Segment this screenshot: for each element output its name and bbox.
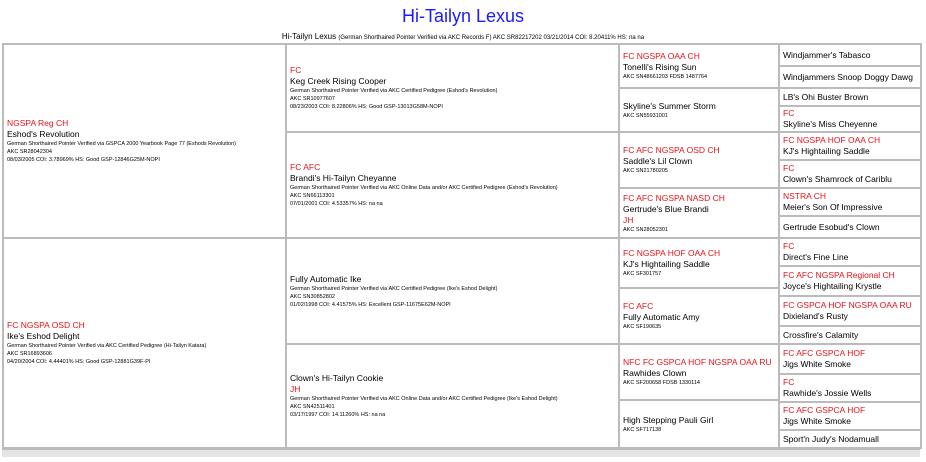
gen4-title: FC [783,377,795,387]
gen3-title: FC AFC NGSPA NASD CH [623,192,725,203]
gen4-cell [779,132,921,160]
dam-verified: German Shorthaired Pointer Verified via AKC Certified Pedigree (Hi-Tailyn Katara) [7,343,207,349]
sire-cell [3,44,286,238]
gen4-cell [779,402,921,430]
gen2-reg: AKC SR10977607 [290,96,335,102]
sire-info: 08/03/2005 COI: 3.78969% HS: Good GSP-12846G25M-NOPI [7,157,160,163]
gen3-title: FC NGSPA HOF OAA CH [623,248,721,258]
gen2-cell [286,344,619,448]
gen2-info: 03/17/1997 COI: 14.11260% HS: na na [290,412,386,418]
subtitle-detail: (German Shorthaired Pointer Verified via AKC Records F) AKC SR82217202 03/21/2014 COI: 8.20411% HS: na na [338,35,645,41]
gen4-title: NSTRA CH [783,191,826,201]
gen4-name-link[interactable]: Dixieland's Rusty [783,311,848,321]
gen2-cell [286,44,619,132]
gen2-info: 07/01/2001 COI: 4.53357% HS: na na [290,201,383,207]
gen4-cell [779,238,921,266]
gen2-verified: German Shorthaired Pointer Verified via AKC Online Data and/or AKC Certified Pedigree (Ike's Eshod Delight) [290,396,558,402]
gen2-name-link[interactable]: Fully Automatic Ike [290,273,362,284]
gen3-cell [619,188,779,238]
gen3-reg: AKC SN55931001 [623,112,668,119]
dam-title: FC NGSPA OSD CH [7,320,85,330]
gen4-cell [779,66,921,88]
gen4-cell [779,326,921,344]
gen2-title: FC [290,65,302,75]
gen2-info: 01/02/1998 COI: 4.41575% HS: Excellent GSP-11675E62M-NOPI [290,301,451,308]
gen4-title: FC [783,108,795,118]
gen3-reg: AKC SN48661203 FDSB 1487764 [623,74,708,80]
gen2-cell [286,132,619,238]
gen4-cell [779,188,921,216]
gen3-cell [619,344,779,400]
gen3-cell [619,238,779,288]
gen3-reg: AKC SF190635 [623,324,662,330]
gen3-cell [619,44,779,88]
gen2-name-link[interactable]: Keg Creek Rising Cooper [290,76,387,86]
gen4-cell [779,106,921,132]
gen4-title: FC [783,163,795,173]
gen2-reg: AKC SN66113301 [290,193,335,199]
gen4-title: FC [783,241,795,251]
gen4-title: FC NGSPA HOF OAA CH [783,135,881,145]
gen4-name-link[interactable]: LB's Ohi Buster Brown [783,91,869,102]
gen3-title2: JH [623,214,634,225]
gen4-cell [779,374,921,402]
gen3-name-link[interactable]: Saddle's Lil Clown [623,156,693,166]
gen3-title: FC AFC [623,301,654,311]
dam-reg: AKC SR16893606 [7,351,52,357]
gen2-info: 08/23/2003 COI: 8.22806% HS: Good GSP-13013G58M-NOPI [290,104,443,110]
pedigree-table [2,43,922,449]
gen3-name-link[interactable]: Gertrude's Blue Brandi [623,203,709,214]
gen4-cell [779,344,921,374]
gen4-name-link[interactable]: Joyce's Hightailing Krystle [783,281,882,291]
gen4-cell [779,88,921,106]
gen4-cell [779,266,921,296]
gen2-reg: AKC SN30852802 [290,293,335,300]
gen4-title: FC AFC NGSPA Regional CH [783,270,895,280]
gen3-name-link[interactable]: Rawhides Clown [623,368,687,378]
gen4-name-link[interactable]: Rawhide's Jossie Wells [783,388,872,398]
gen4-name-link[interactable]: Skyline's Miss Cheyenne [783,119,878,129]
gen4-name-link[interactable]: Windjammers Snoop Doggy Dawg [783,71,913,82]
gen3-reg: AKC SF200658 FDSB 1330114 [623,380,700,386]
gen4-cell [779,44,921,66]
gen3-name-link[interactable]: Skyline's Summer Storm [623,100,716,111]
gen3-name-link[interactable]: Fully Automatic Amy [623,312,700,322]
gen4-name-link[interactable]: Direct's Fine Line [783,252,849,262]
gen4-cell [779,430,921,448]
gen4-title: FC AFC GSPCA HOF [783,348,866,358]
gen2-name-link[interactable]: Brandi's Hi-Tailyn Cheyanne [290,173,397,183]
gen3-title: FC AFC NGSPA OSD CH [623,145,720,155]
sire-name-link[interactable]: Eshod's Revolution [7,129,80,139]
gen4-name-link[interactable]: Gertrude Esobud's Clown [783,221,880,232]
gen3-name-link[interactable]: Tonelli's Rising Sun [623,62,697,72]
gen4-name-link[interactable]: Sport'n Judy's Nodamuall [783,433,879,444]
gen3-cell [619,288,779,344]
gen2-title: FC AFC [290,162,321,172]
page-subtitle [0,31,926,43]
gen2-verified: German Shorthaired Pointer Verified via AKC Certified Pedigree (Ike's Eshod Delight) [290,285,498,292]
dam-info: 04/20/2004 COI: 4.44401% HS: Good GSP-12881G39F-PI [7,359,151,365]
sire-reg: AKC SR28042304 [7,149,52,155]
gen3-cell [619,88,779,132]
gen2-name-link[interactable]: Clown's Hi-Tailyn Cookie [290,373,384,383]
sire-verified: German Shorthaired Pointer Verified via GSPCA 2000 Yearbook Page 77 (Eshods Revolution) [7,141,236,147]
gen4-name-link[interactable]: Jigs White Smoke [783,416,852,426]
dam-cell [3,238,286,448]
gen4-title: FC AFC GSPCA HOF [783,405,866,415]
gen4-name-link[interactable]: Meier's Son Of Impressive [783,202,883,212]
gen3-reg: AKC SF301757 [623,271,662,277]
gen2-reg: AKC SN42511401 [290,404,335,410]
dam-name-link[interactable]: Ike's Eshod Delight [7,331,80,341]
gen3-title: FC NGSPA OAA CH [623,51,700,61]
gen4-name-link[interactable]: KJ's Hightailing Saddle [783,146,870,156]
gen2-verified: German Shorthaired Pointer Verified via AKC Certified Pedigree (Eshod's Revolution) [290,88,498,94]
gen3-name-link[interactable]: KJ's Hightailing Saddle [623,259,710,269]
subtitle-name: Hi-Tailyn Lexus [281,32,337,41]
gen4-title: FC GSPCA HOF NGSPA OAA RU [783,300,912,310]
gen3-reg: AKC SN21780205 [623,168,668,174]
gen3-title: NFC FC GSPCA HOF NGSPA OAA RU [623,357,772,367]
page-title: Hi-Tailyn Lexus [401,6,525,26]
gen4-cell [779,160,921,188]
gen3-cell [619,400,779,448]
gen2-title2: JH [290,384,301,394]
gen4-cell [779,216,921,238]
gen4-name-link[interactable]: Crossfire's Calamity [783,329,859,340]
gen4-name-link[interactable]: Clown's Shamrock of Cariblu [783,174,892,184]
gen4-name-link[interactable]: Jigs White Smoke [783,359,852,369]
gen2-verified: German Shorthaired Pointer Verified via AKC Online Data and/or AKC Certified Pedigree (Eshod's Revolution) [290,185,558,191]
gen4-name-link[interactable]: Windjammer's Tabasco [783,49,871,60]
gen3-name-link[interactable]: High Stepping Pauli Girl [623,414,714,425]
gen3-reg: AKC SN28052301 [623,226,668,233]
gen3-cell [619,132,779,188]
sire-title: NGSPA Reg CH [7,118,69,128]
gen4-cell [779,296,921,326]
gen2-cell [286,238,619,344]
gen3-reg: AKC SF717138 [623,426,662,433]
